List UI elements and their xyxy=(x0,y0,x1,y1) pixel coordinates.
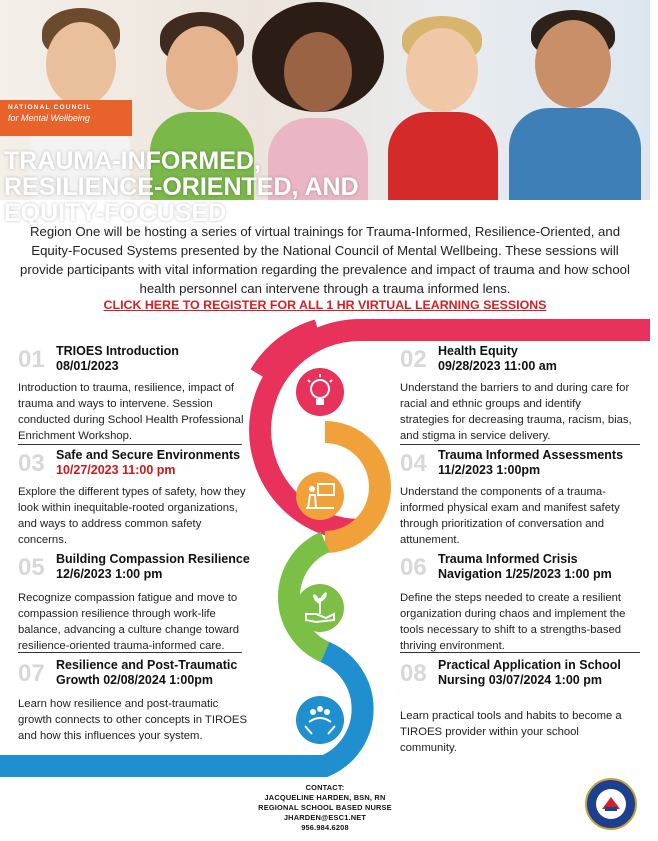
session-title xyxy=(56,658,276,688)
teacher-presentation-icon xyxy=(296,472,344,520)
contact-block xyxy=(200,783,450,833)
session-number: 06 xyxy=(400,554,427,581)
session-description: Introduction to trauma, resilience, impact of trauma and ways to intervene. Session conducted during School Health Professional Enrichment Workshop. xyxy=(18,382,244,442)
seal-emblem xyxy=(596,789,626,819)
divider xyxy=(18,444,242,445)
session-title-text: Trauma Informed Crisis xyxy=(438,552,578,566)
session-card-07 xyxy=(18,658,250,758)
org-name-line1: NATIONAL COUNCIL xyxy=(8,104,92,111)
session-card-04 xyxy=(400,448,632,548)
session-description: Learn practical tools and habits to become a TIROES provider within your school community. xyxy=(400,710,622,754)
session-date: 12/6/2023 1:00 pm xyxy=(56,567,163,581)
session-date: Navigation 1/25/2023 1:00 pm xyxy=(438,567,612,581)
contact-name: JACQUELINE HARDEN, BSN, RN xyxy=(264,793,386,802)
session-title-text: Practical Application in School xyxy=(438,658,621,672)
session-title xyxy=(438,344,658,374)
contact-role: REGIONAL SCHOOL BASED NURSE xyxy=(258,803,392,812)
session-title-text: Resilience and Post-Traumatic xyxy=(56,658,238,672)
session-description: Understand the barriers to and during care for racial and ethnic groups and identify strategies for decreasing trauma, racism, bias, and stigma in service delivery. xyxy=(400,382,632,442)
session-number: 08 xyxy=(400,660,427,687)
session-date: 08/01/2023 xyxy=(56,359,119,373)
session-title-text: Safe and Secure Environments xyxy=(56,448,241,462)
divider xyxy=(18,652,242,653)
contact-label: CONTACT: xyxy=(305,783,345,792)
session-number: 05 xyxy=(18,554,45,581)
register-link[interactable]: CLICK HERE TO REGISTER FOR ALL 1 HR VIRTUAL LEARNING SESSIONS xyxy=(103,298,547,312)
session-number: 01 xyxy=(18,346,45,373)
session-number: 04 xyxy=(400,450,427,477)
contact-phone: 956.984.6208 xyxy=(301,823,349,832)
session-title xyxy=(56,448,276,478)
region-one-seal-logo xyxy=(585,778,637,830)
session-date: 11/2/2023 1:00pm xyxy=(438,463,541,477)
lightbulb-brain-icon xyxy=(296,368,344,416)
session-date: 09/28/2023 11:00 am xyxy=(438,359,557,373)
divider xyxy=(400,444,640,445)
session-card-03 xyxy=(18,448,250,548)
session-card-01 xyxy=(18,344,250,444)
session-date: Nursing 03/07/2024 1:00 pm xyxy=(438,673,602,687)
group-hands-icon xyxy=(296,696,344,744)
session-number: 07 xyxy=(18,660,45,687)
session-card-06 xyxy=(400,552,632,652)
session-title-text: Trauma Informed Assessments xyxy=(438,448,624,462)
session-title xyxy=(438,552,658,582)
session-description: Explore the different types of safety, how they look within inequitable-rooted organizations, and ways to address common safety concerns. xyxy=(18,486,246,546)
session-description: Recognize compassion fatigue and move to compassion resilience through work-life balance, advancing a culture change toward resilience-oriented trauma-informed care. xyxy=(18,592,240,652)
session-description: Define the steps needed to create a resilient organization during chaos and implement the tools necessary to shift to a strengths-based thriving environment. xyxy=(400,592,626,652)
session-description: Learn how resilience and post-traumatic growth connects to other concepts in TIROES and how this influences your system. xyxy=(18,698,247,742)
session-title xyxy=(56,344,276,374)
session-title-text: Health Equity xyxy=(438,344,518,358)
session-description: Understand the components of a trauma-informed physical exam and manifest safety through prioritization of conversation and attunement. xyxy=(400,486,620,546)
session-date: Growth 02/08/2024 1:00pm xyxy=(56,673,214,687)
session-title xyxy=(56,552,276,582)
session-card-02 xyxy=(400,344,632,444)
hand-plant-icon xyxy=(296,584,344,632)
session-date: 10/27/2023 11:00 pm xyxy=(56,463,176,477)
session-card-05 xyxy=(18,552,250,652)
org-name-line2: for Mental Wellbeing xyxy=(8,113,90,123)
session-number: 03 xyxy=(18,450,45,477)
session-title-text: Building Compassion Resilience xyxy=(56,552,250,566)
session-title-text: TRIOES Introduction xyxy=(56,344,179,358)
hero-title: TRAUMA-INFORMED, RESILIENCE-ORIENTED, AND EQUITY-FOCUSED xyxy=(4,147,359,227)
session-title xyxy=(438,658,658,688)
intro-paragraph: Region One will be hosting a series of virtual trainings for Trauma-Informed, Resilience-Oriented, and Equity-Focused Systems presented by the National Council of Mental Wellbeing. These sessions will provide participants with vital information regarding the prevalence and impact of trauma and how school health personnel can intervene through a trauma informed lens. xyxy=(20,224,630,296)
session-title xyxy=(438,448,658,478)
contact-email[interactable]: JHARDEN@ESC1.NET xyxy=(283,813,367,822)
divider xyxy=(400,652,640,653)
session-number: 02 xyxy=(400,346,427,373)
session-card-08 xyxy=(400,658,632,758)
